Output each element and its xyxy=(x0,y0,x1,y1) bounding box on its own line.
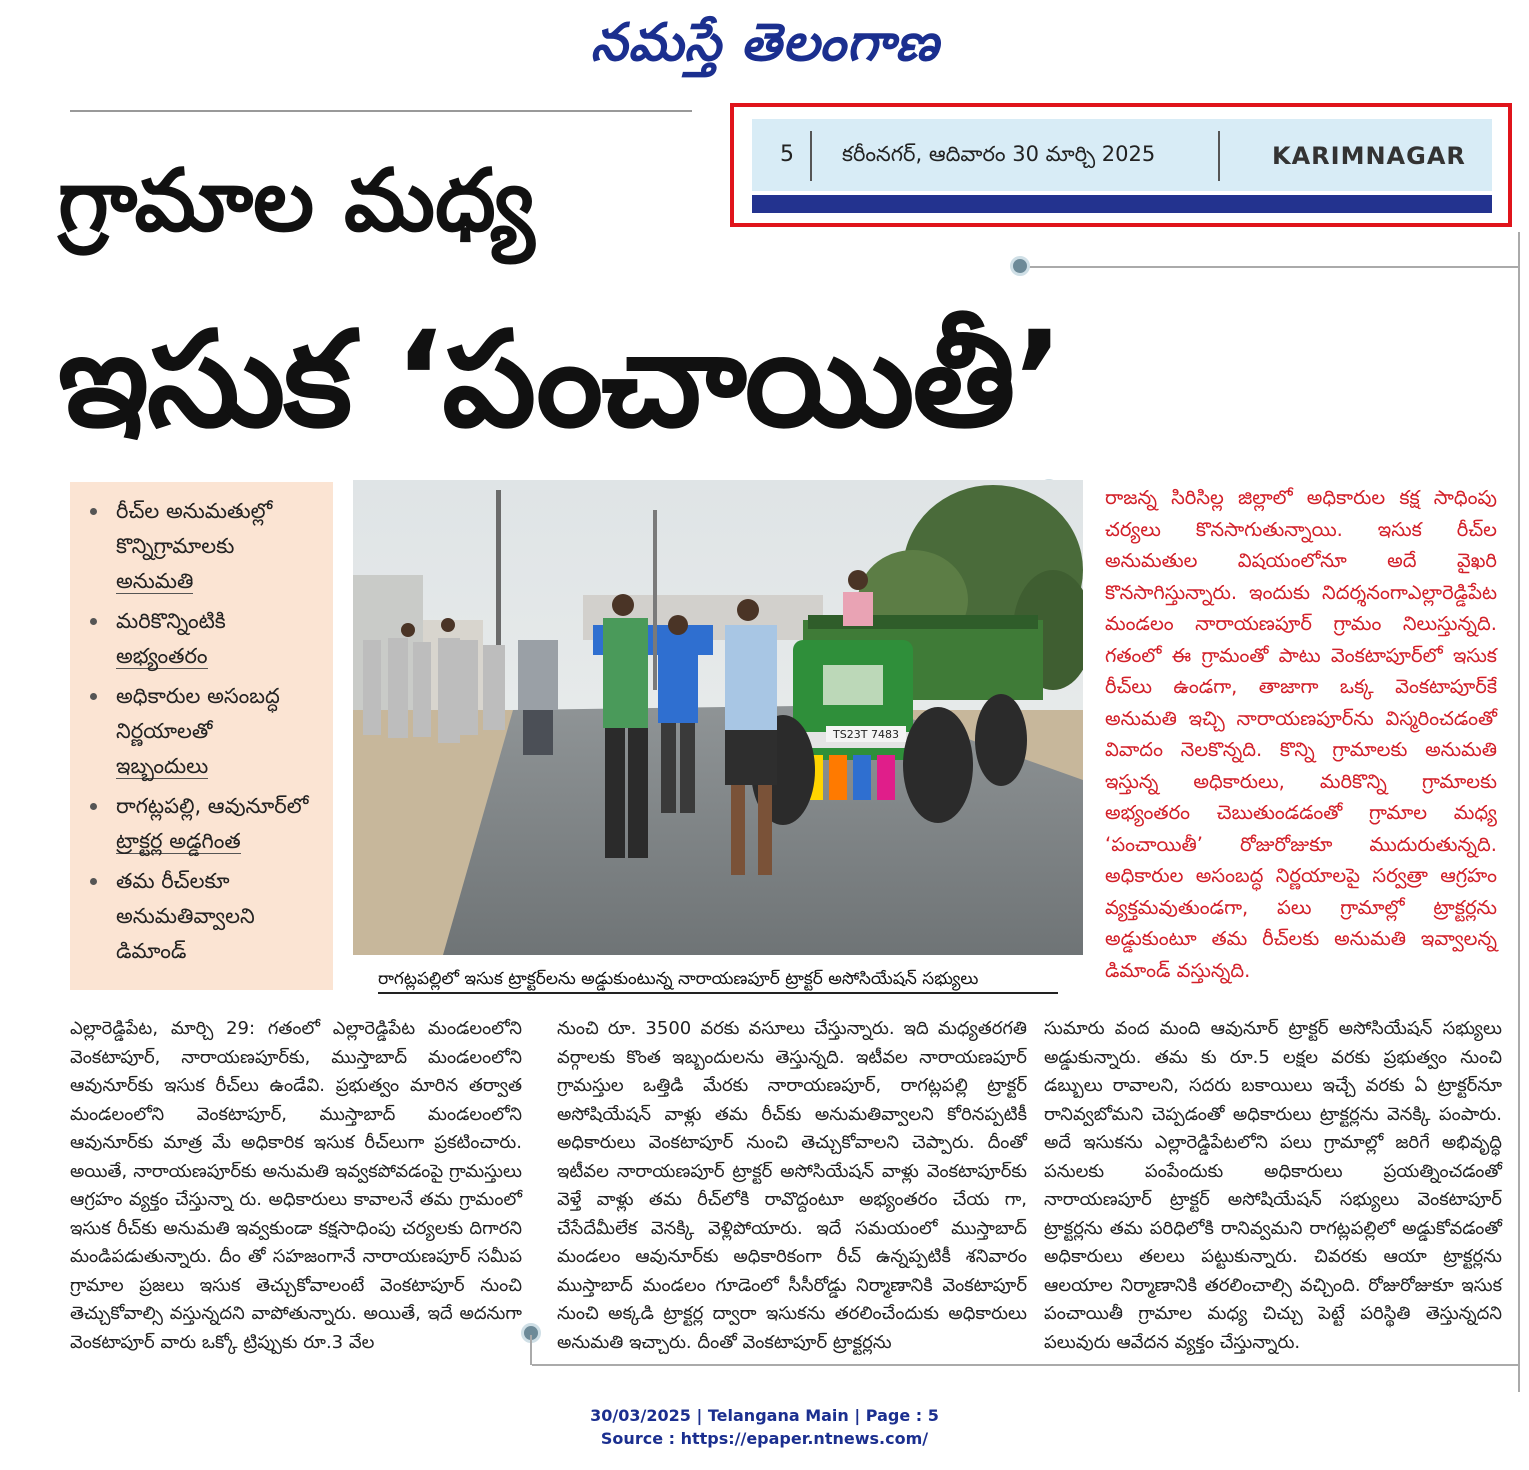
divider xyxy=(70,110,692,112)
connector-dot xyxy=(1010,256,1030,276)
dateline-date: కరీంనగర్, ఆదివారం 30 మార్చి 2025 xyxy=(842,142,1156,166)
bullet-icon xyxy=(90,508,97,515)
highlight-text: అభ్యంతరం xyxy=(116,644,208,668)
highlights-box xyxy=(70,482,333,990)
intro-paragraph: రాజన్న సిరిసిల్ల జిల్లాలో అధికారుల కక్ష సాధింపు చర్యలు కొనసాగుతున్నాయి. ఇసుక రీచ్‌ల అనుమతుల విషయంలోనూ అదే వైఖరి కొనసాగిస్తున్నారు. ఇందుకు నిదర్శనంగాఎల్లారెడ్డిపేట మండలం నారాయణపూర్ గ్రామం నిలుస్తున్నది. గతంలో ఈ గ్రామంతో పాటు వెంకటాపూర్‌లో ఇసుక రీచ్‌లు ఉండగా, తాజాగా ఒక్క వెంకటాపూర్‌కే అనుమతి ఇచ్చి నారాయణపూర్‌ను విస్మరించడంతో వివాదం నెలకొన్నది. కొన్ని గ్రామాలకు అనుమతి ఇస్తున్న అధికారులు, మరికొన్ని గ్రామాలకు అభ్యంతరం చెబుతుండడంతో గ్రామాల మధ్య ‘పంచాయితీ’ రోజురోజుకూ ముదురుతున్నది. అధికారుల అసంబద్ధ నిర్ణయాలపై సర్వత్రా ఆగ్రహం వ్యక్తమవుతుండగా, పలు గ్రామాల్లో ట్రాక్టర్లను అడ్డుకుంటూ తమ రీచ్‌లకు అనుమతి ఇవ్వాలన్న డిమాండ్ వస్తున్నది. xyxy=(1105,486,1497,982)
article-column-3: సుమారు వంద మంది ఆవునూర్ ట్రాక్టర్ అసోసియేషన్ సభ్యులు అడ్డుకున్నారు. తమ కు రూ.5 లక్షల వరకు ప్రభుత్వం నుంచి డబ్బులు రావాలని, సదరు బకాయిలు ఇచ్చే వరకు ఏ ట్రాక్టర్‌నూ రానివ్వబోమని చెప్పడంతో అధికారులు ట్రాక్టర్లను వెనక్కి పంపారు. అదే ఇసుకను ఎల్లారెడ్డిపేటలోని పలు గ్రామాల్లో జరిగే అభివృద్ధి పనులకు పంపేందుకు అధికారులు ప్రయత్నించడంతో నారాయణపూర్ ట్రాక్టర్ అసోషియేషన్ సభ్యులు వెంకటాపూర్ ట్రాక్టర్లను తమ పరిధిలోకి రానివ్వమని రాగట్లపల్లిలో అడ్డుకోవడంతో అధికారులు తలలు పట్టుకున్నారు. చివరకు ఆయా ట్రాక్టర్లను ఆలయాల నిర్మాణానికి తరలించాల్సి వచ్చింది. రోజురోజుకూ ఇసుక పంచాయితీ గ్రామాల మధ్య చిచ్చు పెట్టే పరిస్థితి తెస్తున్నదని పలువురు ఆవేదన వ్యక్తం చేస్తున్నారు. xyxy=(1044,1018,1502,1353)
connector-line xyxy=(530,1335,532,1365)
highlight-text: రాగట్లపల్లి, ఆవునూర్‌లో xyxy=(116,794,309,818)
highlight-text: మరికొన్నింటికి xyxy=(116,609,226,633)
page-number: 5 xyxy=(780,142,794,167)
news-photo xyxy=(353,480,1083,955)
bullet-icon xyxy=(90,878,97,885)
highlight-text: నిర్ణయాలతో xyxy=(116,719,213,743)
connector-line xyxy=(532,1364,1520,1366)
photo-caption: రాగట్లపల్లిలో ఇసుక ట్రాక్టర్‌లను అడ్డుకుంటున్న నారాయణపూర్ ట్రాక్టర్ అసోసియేషన్ సభ్యులు xyxy=(378,966,1058,994)
highlight-text: ఇబ్బందులు xyxy=(116,754,209,778)
highlight-text: ట్రాక్టర్ల అడ్డగింత xyxy=(116,829,241,853)
highlight-text: కొన్నిగ్రామాలకు xyxy=(116,534,235,558)
highlight-text: అనుమతి xyxy=(116,569,194,593)
highlight-text: అనుమతివ్వాలని xyxy=(116,904,255,928)
tractor-plate: TS23T 7483 xyxy=(833,728,899,741)
highlight-text: రీచ్‌ల అనుమతుల్లో xyxy=(116,499,273,523)
bullet-icon xyxy=(90,693,97,700)
headline-line-1: గ్రామాల మధ్య xyxy=(58,151,535,251)
highlight-text: డిమాండ్ xyxy=(116,939,187,963)
newspaper-masthead: నమస్తే తెలంగాణ xyxy=(590,13,940,73)
article-column-1: ఎల్లారెడ్డిపేట, మార్చి 29: గతంలో ఎల్లారెడ్డిపేట మండలంలోని వెంకటాపూర్, నారాయణపూర్‌కు, ముస్తాబాద్ మండలంలోని ఆవునూర్‌కు ఇసుక రీచ్‌లు ఉండేవి. ప్రభుత్వం మారిన తర్వాత మండలంలోని వెంకటాపూర్, ముస్తాబాద్ మండలంలోని ఆవునూర్‌కు మాత్ర మే అధికారిక ఇసుక రీచ్‌లుగా ప్రకటించారు. అయితే, నారాయణపూర్‌కు అనుమతి ఇవ్వకపోవడంపై గ్రామస్తులు ఆగ్రహం వ్యక్తం చేస్తున్నా రు. అధికారులు కావాలనే తమ గ్రామంలో ఇసుక రీచ్‌కు అనుమతి ఇవ్వకుండా కక్షసాధింపు చర్యలకు దిగారని మండిపడుతున్నారు. దీం తో సహజంగానే నారాయణపూర్ సమీప గ్రామాల ప్రజలు ఇసుక తెచ్చుకోవాలంటే వెంకటాపూర్ నుంచి తెచ్చుకోవాల్సి వస్తున్నదని వాపోతున్నారు. అయితే, ఇదే అదనుగా వెంకటాపూర్ వారు ఒక్కో ట్రిప్పుకు రూ.3 వేల xyxy=(70,1018,522,1353)
article-column-2: నుంచి రూ. 3500 వరకు వసూలు చేస్తున్నారు. ఇది మధ్యతరగతి వర్గాలకు కొంత ఇబ్బందులను తెస్తున్నది. ఇటీవల నారాయణపూర్ గ్రామస్తుల ఒత్తిడి మేరకు నారాయణపూర్, రాగట్లపల్లి ట్రాక్టర్ అసోషియేషన్ వాళ్లు తమ రీచ్‌కు అనుమతివ్వాలని కోరినప్పటికీ అధికారులు వెంకటాపూర్ నుంచి తెచ్చుకోవాలని చెప్పారు. దీంతో ఇటీవల నారాయణపూర్ ట్రాక్టర్ అసోసియేషన్ వాళ్లు వెంకటాపూర్‌కు వెళ్తే వాళ్లు తమ రీచ్‌లోకి రావొద్దంటూ అభ్యంతరం చేయ గా, చేసేదేమీలేక వెనక్కి వెళ్లిపోయారు. ఇదే సమయంలో ముస్తాబాద్ మండలం ఆవునూర్‌కు అధికారికంగా రీచ్ ఉన్నప్పటికీ శనివారం ముస్తాబాద్ మండలం గూడెంలో సీసీరోడ్డు నిర్మాణానికి వెంకటాపూర్ నుంచి అక్కడి ట్రాక్టర్ల ద్వారా ఇసుకను తరలించేందుకు అధికారులు అనుమతి ఇచ్చారు. దీంతో వెంకటాపూర్ ట్రాక్టర్లను xyxy=(557,1018,1027,1353)
edition-name: KARIMNAGAR xyxy=(1272,142,1466,170)
bullet-icon xyxy=(90,803,97,810)
headline-line-2: ఇసుక ‘పంచాయితీ’ xyxy=(58,303,1062,457)
connector-line xyxy=(1022,266,1518,268)
connector-line xyxy=(1518,232,1520,1392)
footer-source-link[interactable]: Source : https://epaper.ntnews.com/ xyxy=(600,1429,929,1448)
footer-edition-info: 30/03/2025 | Telangana Main | Page : 5 xyxy=(590,1406,939,1425)
dateline-bar xyxy=(752,195,1492,213)
highlight-text: తమ రీచ్‌లకూ xyxy=(116,869,230,893)
bullet-icon xyxy=(90,618,97,625)
highlight-text: అధికారుల అసంబద్ధ xyxy=(116,684,280,708)
